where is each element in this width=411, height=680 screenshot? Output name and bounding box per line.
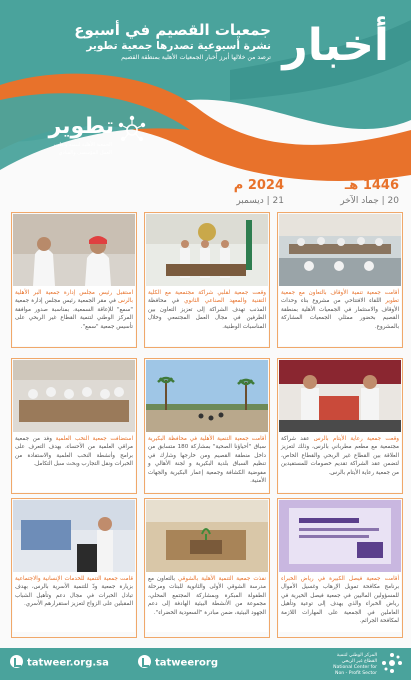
news-card-1 xyxy=(279,214,401,346)
news-card-4 xyxy=(279,360,401,492)
news-body-7: برنامج مكافحة تمويل الإرهاب وغسيل الأموال للمسؤولين الماليين في جمعية فيصل الخيرية في رياض الخبراء والذي يهدف إلى توعية وتأهيل العاملين في الجمعية على المهارات اللازمة لمكافحة الجرائم. xyxy=(281,584,399,625)
news-photo-5 xyxy=(146,360,268,432)
date-row xyxy=(0,178,411,214)
news-body-1: اللقاء الافتتاحي من مشروع بناء وحدات الأوقاف والاستثمار في الجمعيات الأهلية بمنطقة القصيم بحضور ممثلي الجمعيات المشاركة بالمشروع. xyxy=(281,298,399,330)
hijri-day-month xyxy=(340,196,399,206)
newsletter-subtitle: نشرة أسبوعية تصدرها جمعية تطوير xyxy=(86,40,271,52)
hijri-date xyxy=(340,178,399,206)
social-handle[interactable] xyxy=(138,656,218,669)
date-separator: | xyxy=(378,196,385,206)
news-photo-2 xyxy=(146,214,268,286)
news-text-2 xyxy=(146,286,268,346)
news-lead-7: أقامت جمعية فيصل الكبيرة في رياض الخبراء xyxy=(281,576,399,582)
footer-bar xyxy=(0,648,411,680)
news-lead-2: وقعت جمعية لقلبي شراكة مجتمعية مع الكلية التقنية والمعهد الصناعي الثانوي xyxy=(148,290,267,305)
news-lead-5: أقامت جمعية التنمية الأهلية في محافظة البكيرية xyxy=(148,436,266,442)
hijri-day: 20 xyxy=(387,196,399,206)
ncnp-english-1: National Center for xyxy=(333,665,377,670)
news-photo-6 xyxy=(13,360,135,432)
news-lead-6: استضافت جمعية النخب العلمية xyxy=(55,436,134,442)
news-text-4 xyxy=(279,432,401,492)
news-card-8 xyxy=(146,500,268,632)
news-text-6 xyxy=(13,432,135,492)
header-banner xyxy=(0,0,411,190)
news-photo-3 xyxy=(13,214,135,286)
tatweer-logo xyxy=(30,100,150,170)
news-photo-1 xyxy=(279,214,401,286)
gregorian-month: ديسمبر xyxy=(236,196,264,206)
gregorian-date xyxy=(214,178,284,206)
news-body-2: في محافظة المذنب تهدف الشراكة إلى تعزيز التعاون بين الطرفين في مجال العمل المجتمعي وخلال المناسبات الوطنية. xyxy=(148,298,266,330)
news-text-7 xyxy=(279,572,401,632)
newsletter-title: جمعيات القصيم في أسبوع xyxy=(74,21,271,39)
ncnp-logo-icon xyxy=(381,652,403,674)
news-body-6: وفد من جمعية مراقي العلمية من الأحساء، بهدف التعرف على برامج وأنشطة النخب العلمية والاستفادة من الخبرات ونقل التجارب وبحث سبل التكامل. xyxy=(15,436,133,468)
news-photo-4 xyxy=(279,360,401,432)
akhbar-title: أخبار xyxy=(282,20,389,71)
gregorian-day: 21 xyxy=(272,196,284,206)
news-card-2 xyxy=(146,214,268,346)
logo-subtitle-2: العمل المؤسسي والقيادي xyxy=(58,150,112,156)
news-text-1 xyxy=(279,286,401,346)
news-body-9: بزيارة جمعية ودّ للتنمية الأسرية بالرس، بهدف تبادل الخبرات في مجال دعم وتأهيل الشباب المقبلين على الزواج لتعزيز استقرارهم الأسري. xyxy=(15,584,133,608)
website-text: tatweer.org.sa xyxy=(27,657,109,669)
news-photo-8 xyxy=(146,500,268,572)
news-photo-7 xyxy=(279,500,401,572)
logo-subtitle-1: الجمعية الأهلية لتنمية وتطوير xyxy=(52,142,112,148)
tatweer-logo-icon xyxy=(116,114,148,146)
web-icon xyxy=(10,655,23,668)
hijri-year: 1446 هـ xyxy=(344,178,399,193)
news-card-6 xyxy=(13,360,135,492)
news-lead-8: نفذت جمعية التنمية الأهلية بالشوقي xyxy=(178,576,266,582)
newsletter-tagline: ترصد من خلالها أبرز أخبار الجمعيات الأهلية بمنطقة القصيم xyxy=(121,54,271,61)
news-card-7 xyxy=(279,500,401,632)
news-body-3: في مقر الجمعية رئيس مجلس إدارة جمعية "سمع" للإعاقة السمعية، بمناسبة صدور موافقة المركز الوطني لتنمية القطاع غير الربحي على تأسيس جمعية "سمع". xyxy=(15,298,133,330)
ncnp-english-2: Non - Profit Sector xyxy=(335,671,377,676)
handle-text: tatweerorg xyxy=(155,657,219,669)
news-card-9 xyxy=(13,500,135,632)
ncnp-logo xyxy=(295,650,405,678)
news-card-3 xyxy=(13,214,135,346)
news-body-5: سباق "أحياؤنا الصحية" بمشاركة 180 متسابق من داخل منطقة القصيم ومن خارجها وشارك في تنظيم السباق بلدية البكيرية و لجنة الأهالي و مفوضية الكشافة وجمعية إعمار البكيرية والجهات الأمنية. xyxy=(148,444,266,485)
news-text-8 xyxy=(146,572,268,632)
news-body-4: عقد شراكة مجتمعية مع مطعم مطرباني بالرس، وذلك لتعزيز العلاقة بين القطاع غير الربحي والقطاع الخاص، لتضمن عقد الشراكة تقديم خصومات للمستفيدين من جمعية رعاية الأيتام بالرس. xyxy=(281,436,399,476)
newsletter-title-block xyxy=(31,22,271,63)
hijri-month: جماد الآخر xyxy=(340,196,379,206)
news-text-9 xyxy=(13,572,135,632)
social-icon xyxy=(138,655,151,668)
news-lead-3: استقبل رئيس مجلس إدارة جمعية البر الأهلية بالرس xyxy=(15,290,133,305)
news-lead-1: أقامت جمعية تنمية الأوقاف بالتعاون مع جمعية تطوير xyxy=(281,290,399,305)
ncnp-arabic-1: المركز الوطني لتنمية xyxy=(336,653,377,658)
news-photo-9 xyxy=(13,500,135,572)
news-body-8: بالتعاون مع مدرسة الشوقي الأولى والثانوية للبنات ومرحلة الطفولة المبكرة وبمشاركة المجتمع المحلي، مجموعة من الأنشطة البيئية الهادفة إلى دعم الجهود البيئية، ضمن مبادرة "السعودية الخضراء". xyxy=(148,576,266,616)
news-text-5 xyxy=(146,432,268,492)
gregorian-year: 2024 م xyxy=(233,178,284,193)
gregorian-day-month xyxy=(214,196,284,206)
website-link[interactable] xyxy=(10,656,109,669)
news-lead-4: وقعت جمعية رعاية الأيتام بالرس xyxy=(313,436,399,442)
news-lead-9: قامت جمعية التنمية للخدمات الإنسانية والاجتماعية xyxy=(15,576,133,582)
logo-wordmark: تطوير xyxy=(48,114,114,139)
news-text-3 xyxy=(13,286,135,346)
ncnp-arabic-2: القطاع غير الربحي xyxy=(341,659,377,664)
date-separator: | xyxy=(263,196,270,206)
news-card-5 xyxy=(146,360,268,492)
